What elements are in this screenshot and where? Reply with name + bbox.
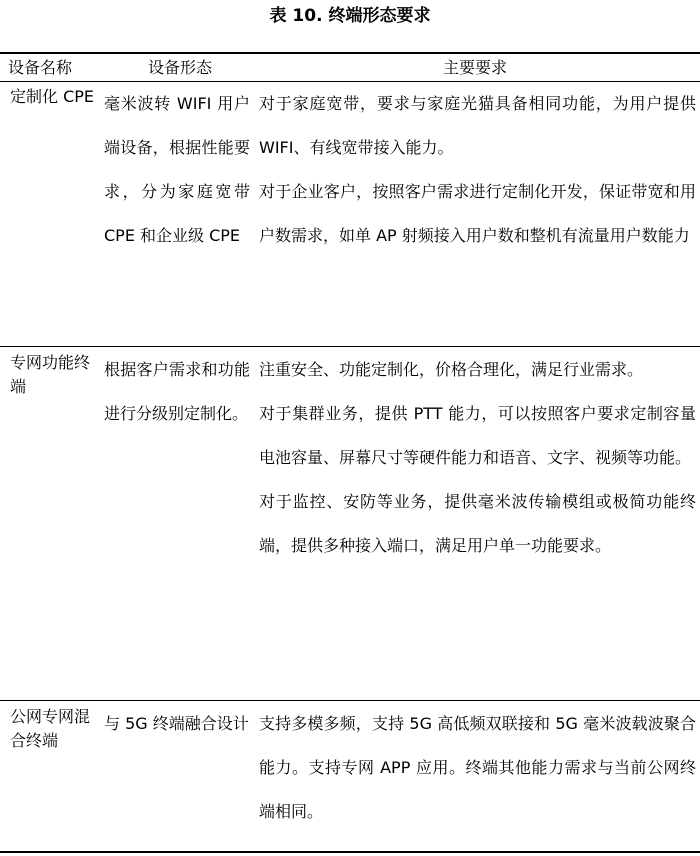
- table-bottom-rule: [0, 851, 700, 853]
- header-device-form: 设备形态: [147, 58, 212, 77]
- requirement-paragraph: 支持多模多频，支持 5G 高低频双联接和 5G 毫米波载波聚合能力。支持专网 APP 应用。终端其他能力需求与当前公网终端相同。: [259, 714, 696, 821]
- row-device-name: 专网功能终端: [10, 353, 91, 396]
- row-rule: [0, 346, 700, 347]
- row-device-name: 定制化 CPE: [10, 87, 95, 106]
- row-device-form: 毫米波转 WIFI 用户端设备，根据性能要求，分为家庭宽带 CPE 和企业级 CPE: [104, 94, 250, 245]
- row-device-form: 根据客户需求和功能进行分级别定制化。: [104, 360, 250, 423]
- row-requirements: [259, 82, 696, 258]
- row-rule: [0, 700, 700, 701]
- table-top-rule: [0, 52, 700, 54]
- row-device-name: 公网专网混合终端: [10, 707, 91, 750]
- requirement-paragraph: 对于监控、安防等业务，提供毫米波传输模组或极简功能终端，提供多种接入端口，满足用户单一功能要求。: [259, 492, 696, 555]
- row-requirements: [259, 702, 696, 834]
- row-device-form: 与 5G 终端融合设计: [104, 714, 249, 733]
- header-main-requirement: 主要要求: [442, 58, 507, 77]
- header-device-name: 设备名称: [8, 58, 73, 77]
- row-requirements: [259, 348, 696, 568]
- requirement-paragraph: 对于集群业务，提供 PTT 能力，可以按照客户要求定制容量电池容量、屏幕尺寸等硬件能力和语音、文字、视频等功能。: [259, 404, 696, 467]
- table-title: 表 10. 终端形态要求: [269, 6, 431, 26]
- requirement-paragraph: 注重安全、功能定制化，价格合理化，满足行业需求。: [259, 360, 644, 379]
- requirement-paragraph: 对于家庭宽带，要求与家庭光猫具备相同功能，为用户提供 WIFI、有线宽带接入能力。: [259, 94, 696, 157]
- requirement-paragraph: 对于企业客户，按照客户需求进行定制化开发，保证带宽和用户数需求，如单 AP 射频接入用户数和整机有流量用户数能力: [259, 182, 696, 245]
